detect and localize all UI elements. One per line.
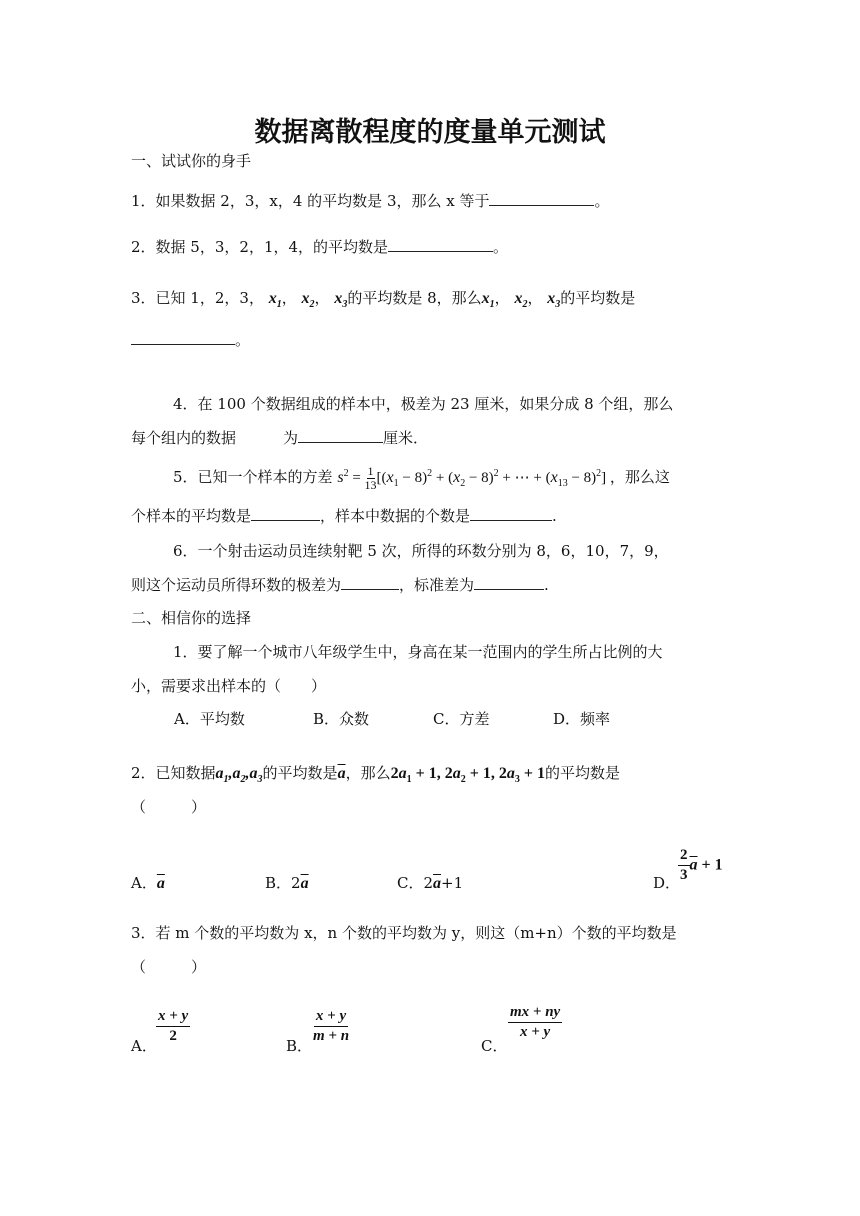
question-1 xyxy=(131,191,610,211)
answer-blank[interactable] xyxy=(298,428,383,443)
option-label: C．2 xyxy=(397,874,434,892)
variance-formula: $s^2$ = $\frac{1}{13}$ [$(x_1 - 8)^2 + (x_2 - 8)^2$ + ⋯ + $(x_{13} - 8)^2$] xyxy=(337,464,610,493)
answer-blank[interactable] xyxy=(388,237,493,252)
math-a-bar: $\overline{a}$ xyxy=(433,875,442,892)
mc3-line1: 3．若 m 个数的平均数为 x，n 个数的平均数为 y，则这（m+n）个数的平均数是 xyxy=(131,924,677,942)
mc2-paren: （ ） xyxy=(131,798,207,816)
math-a-bar: $\overline{a}$ xyxy=(337,765,346,782)
mc1-line1: 1．要了解一个城市八年级学生中，身高在某一范围内的学生所占比例的大 xyxy=(173,643,663,661)
mc2-pre: 2．已知数据 xyxy=(131,764,216,782)
mc1-option-c[interactable]: C．方差 xyxy=(433,710,490,728)
comma: ， xyxy=(314,289,330,307)
mc2-option-c[interactable] xyxy=(397,873,463,894)
question-6-line2 xyxy=(131,575,549,595)
math-x3: $x_3$ xyxy=(334,290,348,311)
answer-blank[interactable] xyxy=(131,330,235,345)
mc3-option-c-formula: $\frac{mx + ny}{x + y}$ xyxy=(510,1004,561,1040)
answer-blank[interactable] xyxy=(251,506,320,521)
answer-blank[interactable] xyxy=(470,506,552,521)
mc3-option-b-label[interactable]: B． xyxy=(286,1037,313,1055)
mc3-option-a-label[interactable]: A． xyxy=(131,1037,157,1055)
question-5-line2 xyxy=(131,506,557,526)
question-3-pre: 3．已知 1，2，3， xyxy=(131,289,264,307)
question-6-text-c: . xyxy=(544,576,549,594)
math-a-bar: $\overline{a}$ xyxy=(156,875,165,892)
mc2-mid2: ，那么 xyxy=(345,764,391,782)
mc2-post: 的平均数是 xyxy=(544,764,620,782)
question-6-line1: 6．一个射击运动员连续射靶 5 次，所得的环数分别为 8，6，10，7，9， xyxy=(173,542,669,560)
question-3-post: 的平均数是 xyxy=(560,289,636,307)
mc2-line1 xyxy=(131,763,620,790)
mc1-option-d[interactable]: D．频率 xyxy=(553,710,611,728)
answer-blank[interactable] xyxy=(489,191,594,206)
mc3-option-a-formula: $\frac{x + y}{2}$ xyxy=(158,1008,189,1044)
math-a1-a2-a3: $a_1,a_2,a_3$ xyxy=(215,765,263,786)
mc2-option-d-label[interactable]: D． xyxy=(653,874,681,892)
mc1-option-b[interactable]: B．众数 xyxy=(313,710,370,728)
option-c-tail: +1 xyxy=(441,874,464,892)
question-4-line1: 4．在 100 个数据组成的样本中，极差为 23 厘米，如果分成 8 个组，那么 xyxy=(173,395,674,413)
mc3-option-c-label[interactable]: C． xyxy=(481,1037,508,1055)
mc2-option-a[interactable] xyxy=(131,873,165,894)
math-x2: $x_2$ xyxy=(514,290,528,311)
question-2-text: 2．数据 5，3，2，1，4，的平均数是 xyxy=(131,238,389,256)
math-x3: $x_3$ xyxy=(547,290,561,311)
question-3-line2 xyxy=(131,330,250,350)
math-x1: $x_1$ xyxy=(481,290,495,311)
question-4-text-c: 厘米． xyxy=(383,429,429,447)
section-heading-2: 二、相信你的选择 xyxy=(131,609,252,627)
comma: ， xyxy=(527,289,543,307)
mc2-option-b[interactable] xyxy=(265,873,309,894)
question-1-text: 1．如果数据 2，3，x，4 的平均数是 3，那么 x 等于 xyxy=(131,192,490,210)
question-5-text-b: ，样本中数据的个数是 xyxy=(320,507,471,525)
question-2 xyxy=(131,237,508,257)
mc2-option-d-formula: $\frac{2}{3}$ $\overline{a} + 1$ xyxy=(680,847,723,883)
question-3 xyxy=(131,288,635,315)
math-x1: $x_1$ xyxy=(268,290,282,311)
comma: ， xyxy=(281,289,297,307)
question-5-post: ，那么这 xyxy=(609,468,670,486)
mc1-line2: 小，需要求出样本的（ ） xyxy=(131,677,327,695)
mc3-paren: （ ） xyxy=(131,958,207,976)
question-3-end: 。 xyxy=(235,331,251,349)
option-label: A． xyxy=(131,874,157,892)
question-5-pre: 5．已知一个样本的方差 xyxy=(173,468,333,486)
mc1-option-a[interactable]: A．平均数 xyxy=(174,710,245,728)
math-2a-plus-1: $2a_1 + 1$, $2a_2 + 1$, $2a_3 + 1$ xyxy=(390,765,545,786)
answer-blank[interactable] xyxy=(341,575,399,590)
mc3-option-b-formula: $\frac{x + y}{m + n}$ xyxy=(313,1008,350,1044)
question-4-line2 xyxy=(131,428,428,448)
question-1-end: 。 xyxy=(594,192,610,210)
question-6-text-b: ，标准差为 xyxy=(399,576,475,594)
question-5-text-c: . xyxy=(552,507,557,525)
question-5-line1 xyxy=(173,464,670,494)
answer-blank[interactable] xyxy=(474,575,544,590)
option-label: B．2 xyxy=(265,874,301,892)
question-2-end: 。 xyxy=(493,238,509,256)
math-a-bar: $\overline{a}$ xyxy=(300,875,309,892)
question-6-text-a: 则这个运动员所得环数的极差为 xyxy=(131,576,342,594)
question-4-text-b: 为 xyxy=(283,429,299,447)
page-title: 数据离散程度的度量单元测试 xyxy=(254,117,606,148)
question-4-text-a: 每个组内的数据 xyxy=(131,429,237,447)
mc2-mid: 的平均数是 xyxy=(262,764,338,782)
question-3-mid: 的平均数是 8，那么 xyxy=(347,289,482,307)
comma: ， xyxy=(494,289,510,307)
math-x2: $x_2$ xyxy=(301,290,315,311)
question-5-text-a: 个样本的平均数是 xyxy=(131,507,252,525)
section-heading-1: 一、试试你的身手 xyxy=(131,152,252,170)
